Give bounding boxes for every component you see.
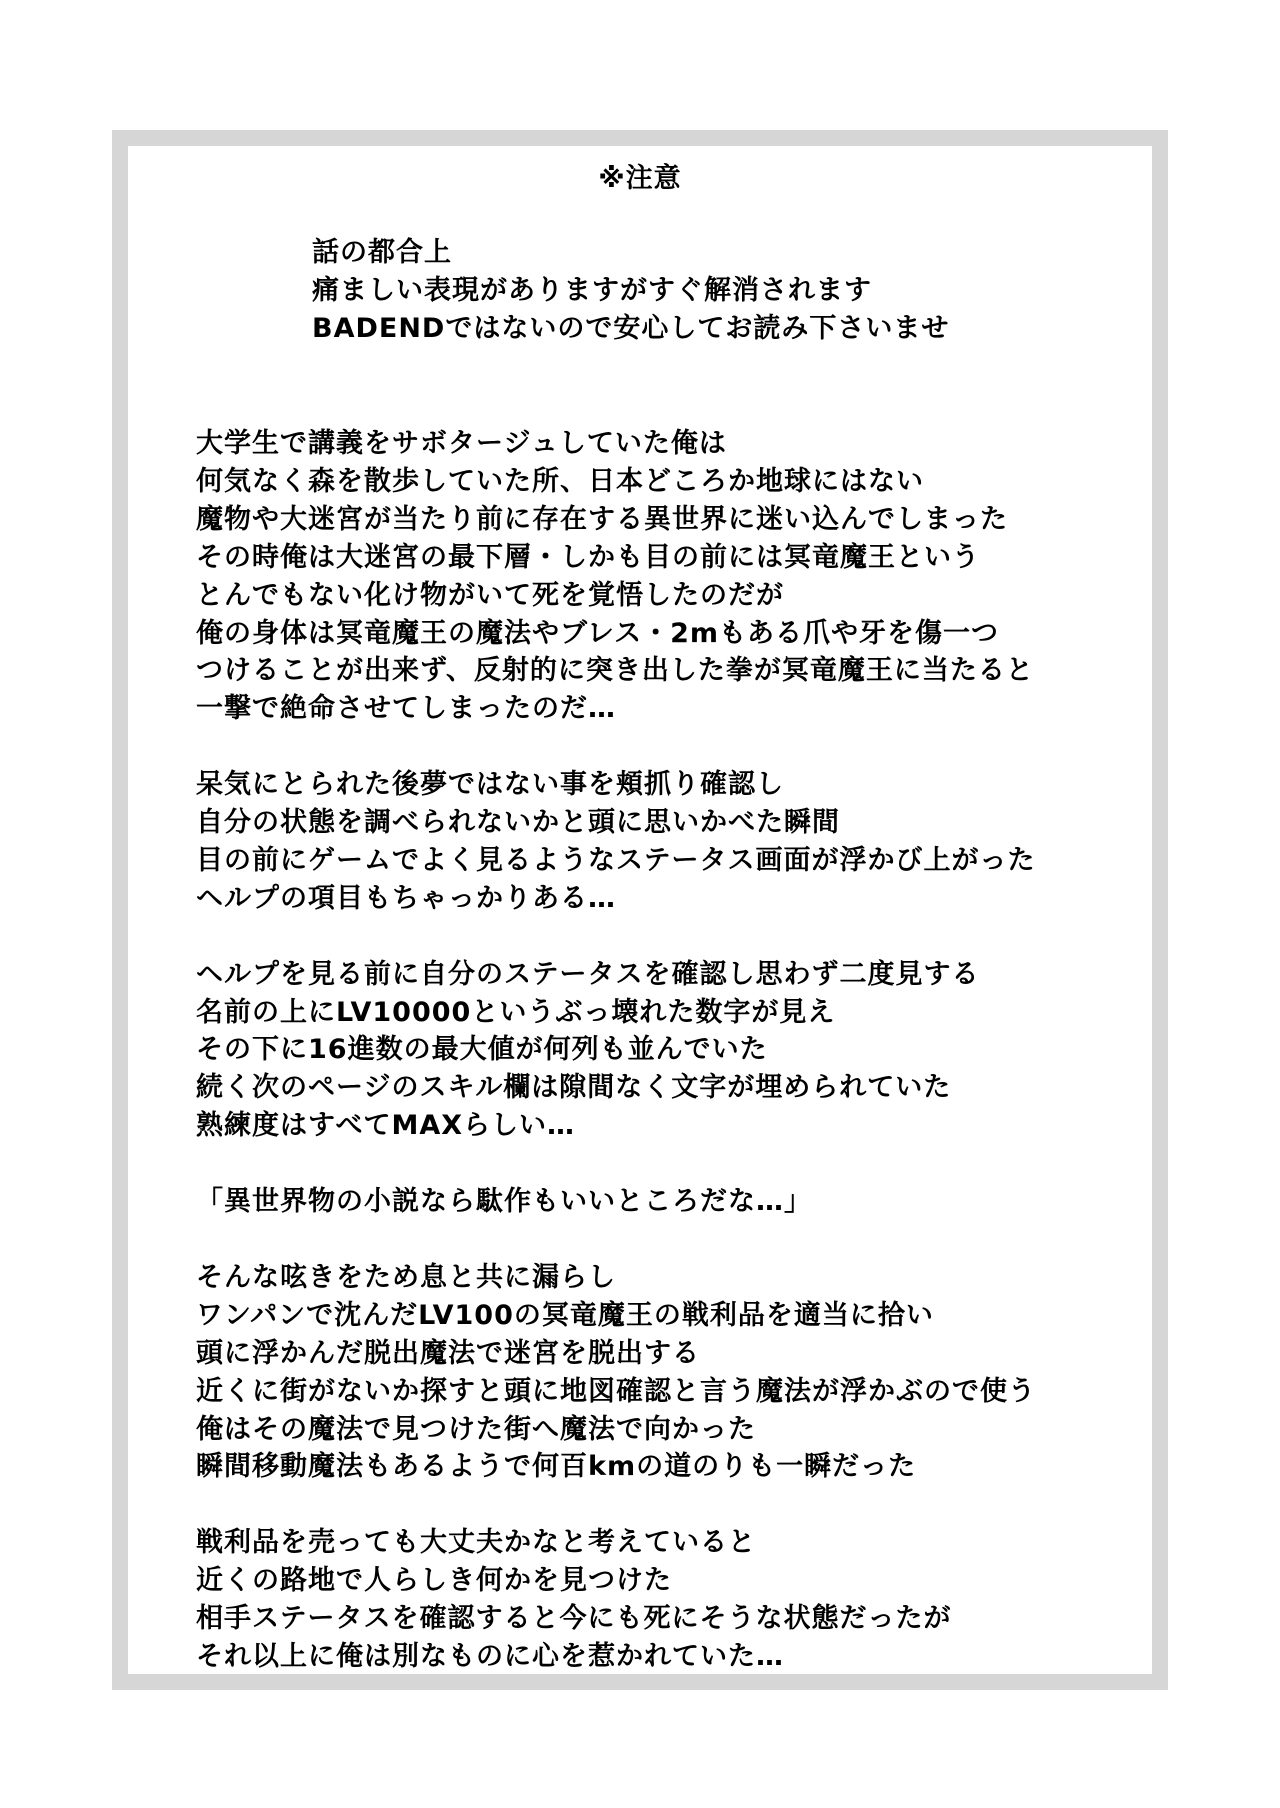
story-line: 自分の状態を調べられないかと頭に思いかべた瞬間 (196, 807, 840, 839)
page-frame (112, 130, 1168, 1690)
story-line: 頭に浮かんだ脱出魔法で迷宮を脱出する (196, 1337, 700, 1369)
story-line: その時俺は大迷宮の最下層・しかも目の前には冥竜魔王という (196, 541, 980, 573)
story-paragraph (196, 766, 1036, 918)
notice-line: 話の都合上 (312, 237, 452, 268)
story-line: 魔物や大迷宮が当たり前に存在する異世界に迷い込んでしまった (196, 503, 1008, 535)
story-line: つけることが出来ず、反射的に突き出した拳が冥竜魔王に当たると (196, 655, 1034, 687)
story-line: その下に16進数の最大値が何列も並んでいた (196, 1034, 768, 1066)
story-line: 呆気にとられた後夢ではない事を頬抓り確認し (196, 769, 784, 801)
story-line: 戦利品を売っても大丈夫かなと考えていると (196, 1527, 756, 1559)
story-line: ヘルプを見る前に自分のステータスを確認し思わず二度見する (196, 958, 980, 990)
story-paragraph (196, 1183, 1036, 1221)
notice-block (312, 234, 949, 348)
story-line: ヘルプの項目もちゃっかりある… (196, 882, 616, 914)
story-paragraph (196, 956, 1036, 1146)
story-line: 瞬間移動魔法もあるようで何百kmの道のりも一瞬だった (196, 1451, 917, 1483)
story-body (196, 425, 1036, 1676)
notice-line: 痛ましい表現がありますがすぐ解消されます (312, 275, 872, 306)
notice-title: ※注意 (598, 163, 682, 194)
story-line: 大学生で講義をサボタージュしていた俺は (196, 428, 727, 459)
story-line: ワンパンで沈んだLV100の冥竜魔王の戦利品を適当に拾い (196, 1299, 934, 1331)
story-line: 続く次のページのスキル欄は隙間なく文字が埋められていた (196, 1072, 952, 1104)
story-paragraph (196, 1524, 1036, 1676)
dialogue-line: 「異世界物の小説なら駄作もいいところだな…」 (196, 1186, 812, 1218)
story-line: 俺の身体は冥竜魔王の魔法やブレス・2mもある爪や牙を傷一つ (196, 617, 1000, 649)
story-line: 名前の上にLV10000というぶっ壊れた数字が見え (196, 996, 836, 1028)
story-line: 熟練度はすべてMAXらしい… (196, 1110, 576, 1142)
story-line: そんな呟きをため息と共に漏らし (196, 1261, 616, 1293)
story-line: 近くに街がないか探すと頭に地図確認と言う魔法が浮かぶので使う (196, 1375, 1036, 1407)
story-line: 近くの路地で人らしき何かを見つけた (196, 1565, 672, 1597)
story-line: とんでもない化け物がいて死を覚悟したのだが (196, 579, 784, 611)
notice-line: BADENDではないので安心してお読み下さいませ (312, 313, 950, 344)
story-line: 何気なく森を散歩していた所、日本どころか地球にはない (196, 465, 924, 497)
story-line: 相手ステータスを確認すると今にも死にそうな状態だったが (196, 1603, 952, 1635)
story-line: それ以上に俺は別なものに心を惹かれていた… (196, 1640, 784, 1672)
story-line: 俺はその魔法で見つけた街へ魔法で向かった (196, 1413, 756, 1445)
story-line: 一撃で絶命させてしまったのだ… (196, 693, 616, 725)
story-line: 目の前にゲームでよく見るようなステータス画面が浮かび上がった (196, 844, 1036, 876)
story-paragraph (196, 425, 1036, 728)
story-paragraph (196, 1259, 1036, 1486)
